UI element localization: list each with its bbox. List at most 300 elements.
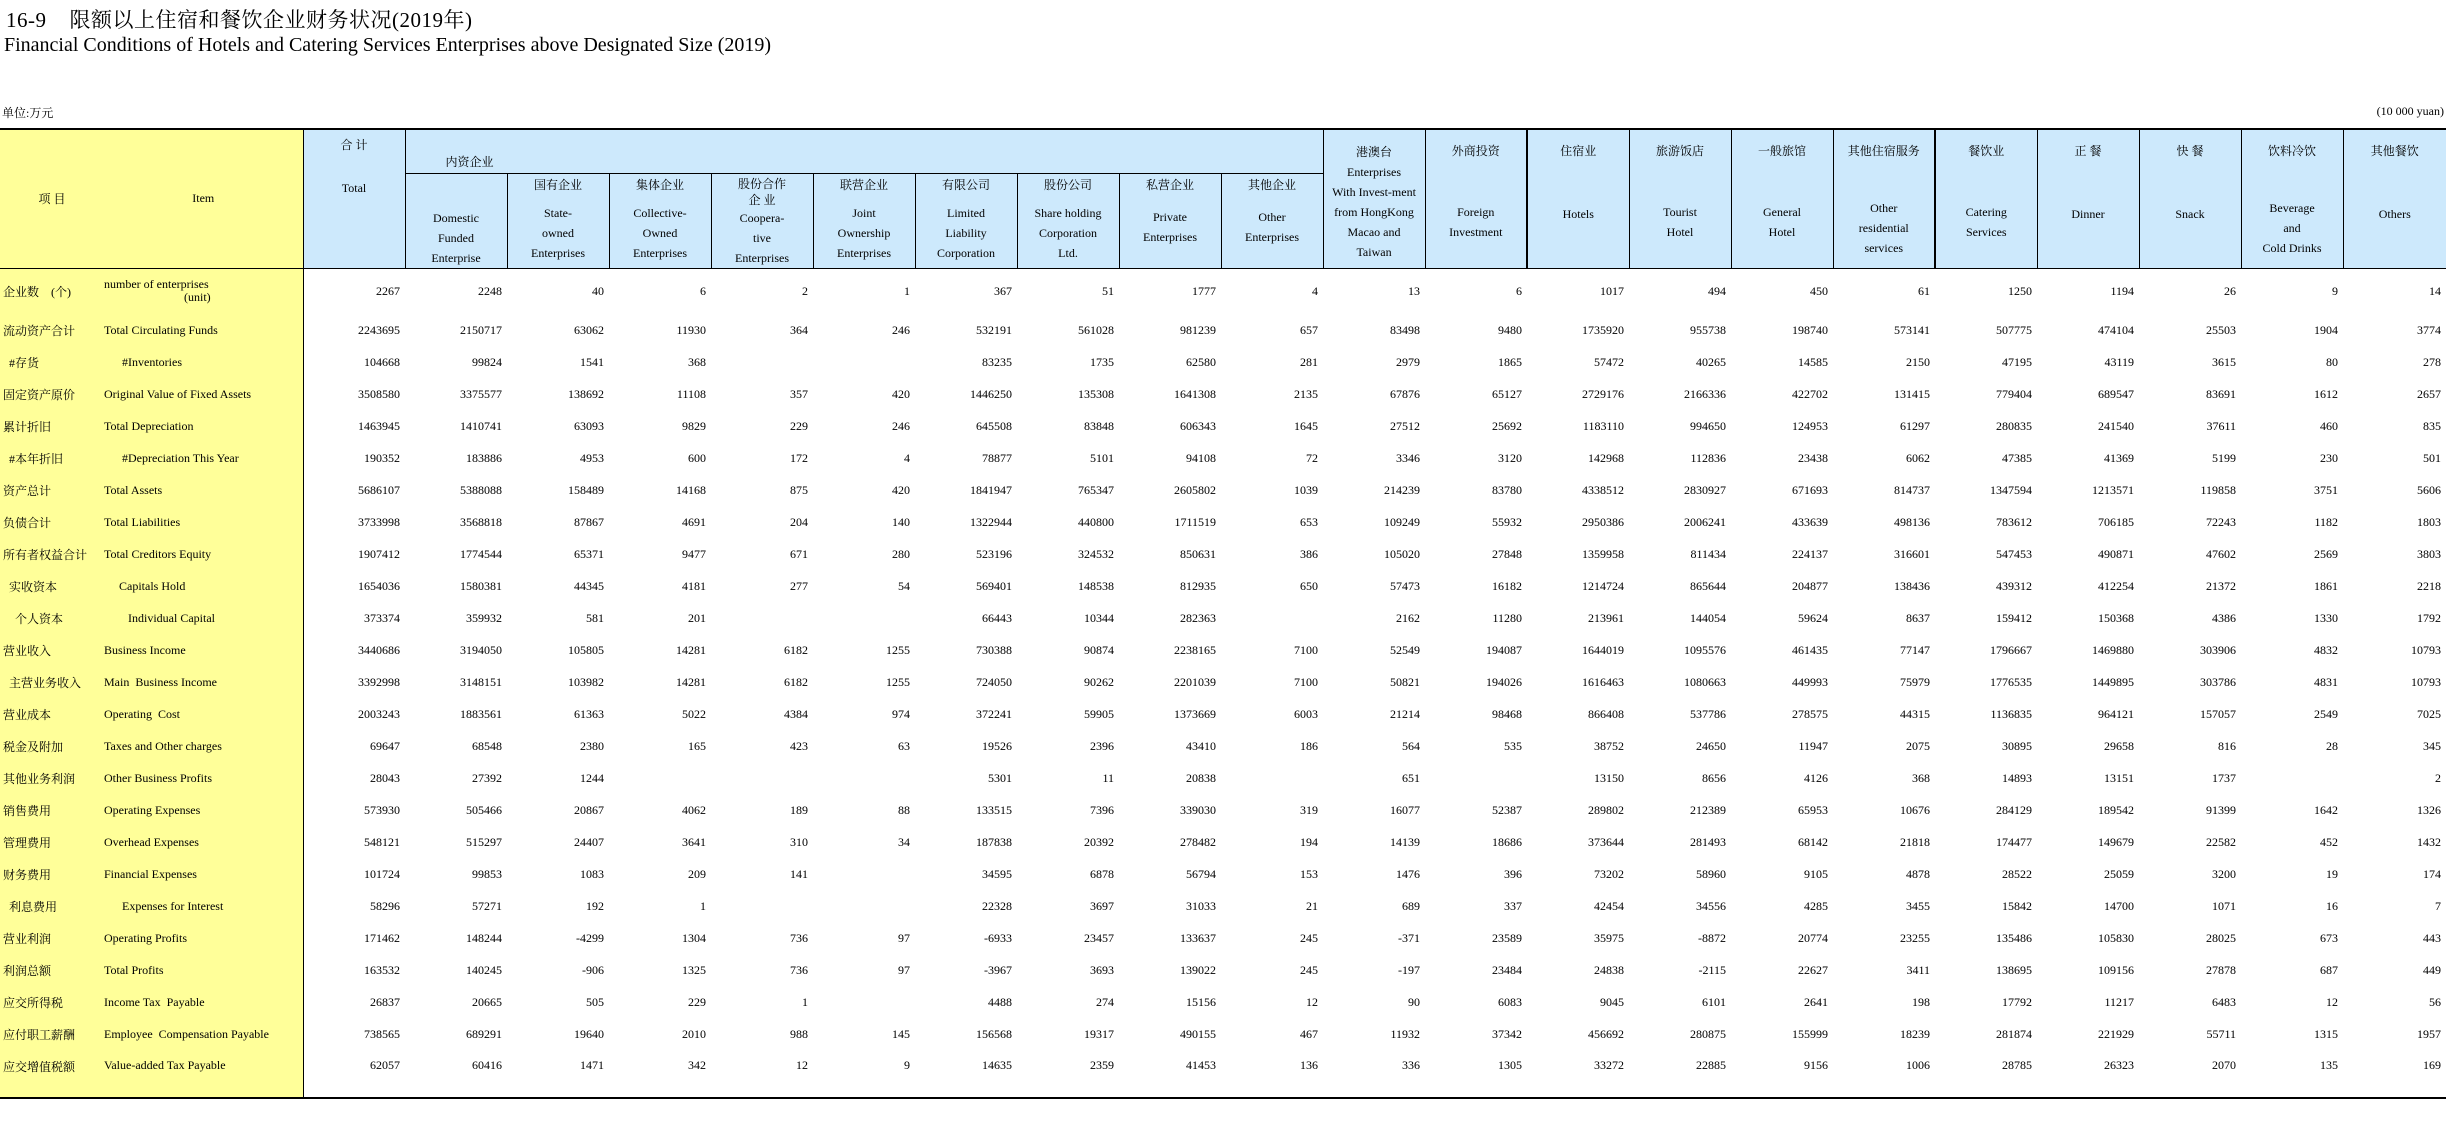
row-label-cn: 管理费用 [0,826,104,858]
table-cell: 26323 [2037,1050,2139,1098]
table-cell: 443 [2423,930,2442,945]
row-label-cn: 个人资本 [0,602,104,634]
table-cell: 3733998 [303,506,405,538]
table-cell: 5606 [2417,482,2442,497]
row-label-en: Total Liabilities [104,506,303,538]
table-cell: 20867 [574,802,604,817]
table-cell: 450 [1810,283,1829,298]
table-cell: 274 [1096,994,1114,1009]
table-cell [1221,762,1323,794]
table-cell: 138695 [1996,962,2033,977]
header-domestic: Domestic Funded Enterprise [405,173,507,268]
table-cell: 2150 [1906,354,1931,369]
table-row [0,314,2446,346]
table-body [0,268,2446,1098]
table-cell: 1373669 [1174,706,1216,721]
table-cell: 11930 [676,322,706,337]
row-label-cn: 应交所得税 [0,986,104,1018]
table-cell: 278 [2423,354,2442,369]
table-cell: 673 [2320,930,2339,945]
table-cell: 6483 [2212,994,2237,1009]
table-cell: 21818 [1900,834,1931,849]
header-limited: 有限公司 Limited Liability Corporation [915,173,1017,268]
table-cell: 303906 [2200,642,2237,657]
table-cell: -3967 [984,962,1012,977]
table-cell: 246 [892,322,910,337]
table-cell: 955738 [1690,322,1727,337]
table-cell: 56 [2429,994,2442,1009]
table-cell: 25503 [2206,322,2237,337]
table-cell: 1194 [2110,283,2135,298]
table-cell: 9 [813,1050,915,1098]
row-label-en: #Depreciation This Year [104,442,303,474]
table-cell: 1 [802,994,808,1009]
table-cell: 94108 [1186,450,1216,465]
table-cell: 765347 [1078,482,1114,497]
header-joint: 联营企业 Joint Ownership Enterprises [813,173,915,268]
table-cell: 3693 [1090,962,1114,977]
table-cell: 2549 [2314,706,2339,721]
table-cell: 209 [688,866,706,881]
table-cell: 1359958 [1582,546,1625,561]
table-cell: 449 [2423,962,2442,977]
table-cell: 23484 [1492,962,1523,977]
table-cell: 281874 [1996,1026,2033,1041]
table-cell: 1616463 [1582,674,1625,689]
table-cell: 6003 [1294,706,1319,721]
table-cell: 14 [2429,283,2442,298]
table-title-en: Financial Conditions of Hotels and Catering Services Enterprises above Designated Size (2019) [4,34,772,56]
table-cell: 2010 [682,1026,706,1041]
table-cell: 13150 [1594,770,1625,785]
table-cell: 645508 [976,418,1012,433]
table-cell: 2 [802,283,808,298]
table-cell: 55932 [1492,514,1523,529]
table-cell: 783612 [1996,514,2033,529]
table-cell: 186 [1300,738,1319,753]
table-cell: 245 [1300,930,1319,945]
table-cell: 23589 [1492,930,1523,945]
table-cell: 190352 [303,442,405,474]
row-label-cn: 应付职工薪酬 [0,1018,104,1050]
table-cell [1425,762,1527,794]
table-cell: 189542 [2098,802,2135,817]
row-label-cn: 营业收入 [0,634,104,666]
table-cell: 28 [2326,738,2339,753]
header-foreign: 外商投资 Foreign Investment [1425,129,1527,268]
table-cell: 1792 [2417,610,2442,625]
table-cell: 284129 [1996,802,2033,817]
table-cell: 6878 [1090,866,1114,881]
table-cell: 1803 [2417,514,2442,529]
table-cell: 25692 [1492,418,1523,433]
table-row [0,826,2446,858]
table-cell: 3375577 [460,386,502,401]
table-cell: 280 [892,546,910,561]
table-cell: 651 [1402,770,1421,785]
unit-label-en: (10 000 yuan) [2376,104,2444,118]
row-label-en: Original Value of Fixed Assets [104,378,303,410]
row-label-en: Individual Capital [104,602,303,634]
table-cell: 2979 [1396,354,1421,369]
table-cell: 33272 [1527,1050,1629,1098]
table-cell: 75979 [1900,674,1931,689]
table-cell: 68548 [472,738,502,753]
table-cell: 60416 [405,1050,507,1098]
table-cell: 14635 [915,1050,1017,1098]
table-cell: 19 [2326,866,2339,881]
table-row [0,268,2446,314]
table-cell: 204 [790,514,808,529]
unit-label-cn: 单位:万元 [2,106,54,120]
table-cell: 4181 [682,578,706,593]
table-cell: 964121 [2098,706,2135,721]
table-cell: 140245 [466,962,502,977]
table-cell: 439312 [1996,578,2033,593]
table-cell: 14281 [676,674,706,689]
table-cell: 103982 [568,674,604,689]
table-cell: 24650 [1696,738,1727,753]
table-cell: 27392 [472,770,502,785]
table-cell: 412254 [2098,578,2135,593]
table-cell: 194 [1300,834,1319,849]
table-cell: 811434 [1690,546,1727,561]
table-row [0,474,2446,506]
table-cell: 7100 [1294,642,1319,657]
table-cell: 55711 [2206,1026,2237,1041]
row-label-cn: 其他业务利润 [0,762,104,794]
table-cell: 27848 [1492,546,1523,561]
table-cell: 280835 [1996,418,2033,433]
table-cell: 229 [790,418,808,433]
row-label-cn: 利润总额 [0,954,104,986]
table-cell: 6062 [1906,450,1931,465]
row-label-en: Total Circulating Funds [104,314,303,346]
table-cell: 23457 [1084,930,1114,945]
table-cell: 16 [2326,898,2339,913]
table-cell [813,602,915,634]
table-cell: 422702 [1792,386,1829,401]
table-cell: 12 [711,1050,813,1098]
table-cell: 47602 [2206,546,2237,561]
table-cell: 1410741 [460,418,502,433]
table-cell: 736 [790,962,808,977]
table-cell: 72 [1306,450,1319,465]
table-cell: 20392 [1084,834,1114,849]
table-cell: 452 [2320,834,2339,849]
table-row [0,570,2446,602]
table-cell [609,762,711,794]
table-cell: 4386 [2212,610,2237,625]
table-cell: 1315 [2314,1026,2339,1041]
table-cell: 28522 [2002,866,2033,881]
table-cell: 4338512 [1582,482,1625,497]
table-cell: 12 [2326,994,2339,1009]
table-cell: 310 [790,834,808,849]
table-cell: 61 [1918,283,1931,298]
table-cell: 372241 [976,706,1012,721]
table-cell: 144054 [1690,610,1727,625]
table-cell: 157057 [2200,706,2237,721]
table-cell: 1883561 [460,706,502,721]
table-cell: 2729176 [1582,386,1625,401]
table-cell: 396 [1504,866,1523,881]
table-row [0,1050,2446,1098]
table-cell [2241,762,2343,794]
table-cell: 1017 [1600,283,1625,298]
table-cell: 278575 [1792,706,1829,721]
table-cell: 14893 [2002,770,2033,785]
table-cell: 724050 [976,674,1012,689]
row-label-cn: 主营业务收入 [0,666,104,698]
header-dinner: 正 餐 Dinner [2037,129,2139,268]
table-cell: 204877 [1792,578,1829,593]
table-cell: 19317 [1084,1026,1114,1041]
table-cell: 63062 [574,322,604,337]
table-row [0,986,2446,1018]
table-cell: 135 [2241,1050,2343,1098]
table-cell: 671 [790,546,808,561]
table-cell: 7025 [2417,706,2442,721]
table-row [0,634,2446,666]
table-cell: 3392998 [303,666,405,698]
table-cell: 5301 [988,770,1012,785]
table-cell: 3455 [1906,898,1931,913]
table-cell: 316601 [1894,546,1931,561]
table-row [0,666,2446,698]
table-cell: 131415 [1894,386,1931,401]
table-cell: 10344 [1084,610,1114,625]
table-cell: 172 [790,450,808,465]
table-cell: 1641308 [1174,386,1216,401]
table-cell: 3508580 [303,378,405,410]
table-cell: 65953 [1798,802,1829,817]
header-general-hotel: 一般旅馆 General Hotel [1731,129,1833,268]
table-cell: 5101 [1090,450,1114,465]
table-cell: 501 [2423,450,2442,465]
table-row [0,890,2446,922]
table-cell: 88 [898,802,910,817]
table-cell: 456692 [1588,1026,1625,1041]
table-cell: 105020 [1384,546,1421,561]
table-cell: 9829 [682,418,706,433]
table-cell: 21 [1306,898,1319,913]
table-cell: 38752 [1594,738,1625,753]
table-cell: 78877 [982,450,1012,465]
table-cell: 119858 [2200,482,2237,497]
table-cell: 282363 [1180,610,1216,625]
table-cell: 37611 [2206,418,2237,433]
table-cell: 62057 [303,1050,405,1098]
table-cell: 90262 [1084,674,1114,689]
table-cell: 47195 [2002,354,2033,369]
table-cell: 23438 [1798,450,1829,465]
table-cell: 4 [1312,283,1319,298]
table-cell: 5199 [2212,450,2237,465]
table-cell: 1469880 [2092,642,2135,657]
table-cell: 3346 [1396,450,1421,465]
table-cell: 1777 [1192,283,1216,298]
table-cell: 440800 [1078,514,1114,529]
table-header [0,129,2446,268]
table-cell: 1347594 [1990,482,2033,497]
header-shareholding: 股份公司 Share holding Corporation Ltd. [1017,173,1119,268]
row-label-cn: 税金及附加 [0,730,104,762]
table-cell: 359932 [466,610,502,625]
table-cell: 866408 [1588,706,1625,721]
table-cell: 174477 [1996,834,2033,849]
table-cell: 91399 [2206,802,2237,817]
table-cell: 1006 [1833,1050,1935,1098]
row-label-en: #Inventories [104,346,303,378]
table-cell: 1476 [1396,866,1421,881]
table-cell: 974 [892,706,910,721]
table-cell: 27878 [2206,962,2237,977]
table-cell: 420 [892,386,910,401]
table-cell: 8656 [1702,770,1727,785]
table-cell: 61363 [574,706,604,721]
table-cell: 8637 [1906,610,1931,625]
table-cell: 2950386 [1582,514,1625,529]
table-cell: 1865 [1498,354,1523,369]
header-hmt: 港澳台 Enterprises With Invest-ment from HongKong Macao and Taiwan [1323,129,1425,268]
table-cell: 1446250 [970,386,1012,401]
table-cell: 13151 [2104,770,2135,785]
table-cell: 37342 [1492,1026,1523,1041]
table-cell: 7 [2435,898,2442,913]
table-cell: 43410 [1186,738,1216,753]
table-cell: 52387 [1492,802,1523,817]
table-cell: 1541 [580,354,604,369]
table-cell: 1957 [2417,1026,2442,1041]
table-cell: 140 [892,514,910,529]
table-cell: 281493 [1690,834,1727,849]
table-cell: 280875 [1690,1026,1727,1041]
table-cell: 35975 [1594,930,1625,945]
table-cell: 40 [592,283,604,298]
table-cell [711,762,813,794]
table-cell: 104668 [303,346,405,378]
table-cell: 494 [1708,283,1727,298]
table-cell: 183886 [466,450,502,465]
table-cell: 1182 [2314,514,2339,529]
table-cell: 187838 [976,834,1012,849]
table-cell: 4384 [784,706,808,721]
table-cell: 535 [1504,738,1523,753]
table-cell [711,890,813,922]
table-cell: 28025 [2206,930,2237,945]
table-cell: 1861 [2314,578,2339,593]
table-cell: 213961 [1588,610,1625,625]
table-cell: 2 [2435,770,2442,785]
table-cell: 14700 [2104,898,2135,913]
table-cell: -197 [1398,962,1421,977]
table-cell: 547453 [1996,546,2033,561]
table-cell: 4953 [580,450,604,465]
table-row [0,378,2446,410]
table-cell: 373644 [1588,834,1625,849]
table-cell: 1774544 [460,546,502,561]
table-cell: 22627 [1798,962,1829,977]
table-cell: 368 [1912,770,1931,785]
table-cell: 34 [898,834,910,849]
table-cell: 1330 [2314,610,2339,625]
table-cell: 133637 [1180,930,1216,945]
table-cell: 11217 [2104,994,2135,1009]
table-cell: 44315 [1900,706,1931,721]
table-cell: 24407 [574,834,604,849]
table-cell: 72243 [2206,514,2237,529]
table-cell: 14281 [676,642,706,657]
row-label-en: Other Business Profits [104,762,303,794]
table-cell: 11108 [676,386,706,401]
table-cell: 9105 [1804,866,1829,881]
table-cell: 201 [688,610,706,625]
table-cell: 139022 [1180,962,1216,977]
table-cell: 3148151 [460,674,502,689]
table-cell: 6182 [784,642,808,657]
table-row [0,762,2446,794]
row-label-en: Financial Expenses [104,858,303,890]
table-cell: 109249 [1384,514,1421,529]
table-cell: 25059 [2104,866,2135,881]
row-label-en: Overhead Expenses [104,826,303,858]
table-cell: 20838 [1186,770,1216,785]
table-cell: 198 [1912,994,1931,1009]
table-cell: 6083 [1498,994,1523,1009]
header-other-enterprises: 其他企业 Other Enterprises [1221,173,1323,268]
table-cell: 467 [1300,1026,1319,1041]
table-cell: 83498 [1390,322,1421,337]
table-cell: 3697 [1090,898,1114,913]
table-cell: 22582 [2206,834,2237,849]
header-snack: 快 餐 Snack [2139,129,2241,268]
table-row [0,858,2446,890]
table-cell: 420 [892,482,910,497]
table-cell: 4062 [682,802,706,817]
table-cell: 689547 [2098,386,2135,401]
table-cell: 3440686 [303,634,405,666]
table-cell: 1449895 [2092,674,2135,689]
table-cell: 171462 [303,922,405,954]
table-cell: 28043 [303,762,405,794]
table-cell: 135308 [1078,386,1114,401]
row-label-cn: 负债合计 [0,506,104,538]
table-cell: 145 [892,1026,910,1041]
table-cell: 63 [898,738,910,753]
table-cell: 15156 [1186,994,1216,1009]
table-cell: 1735920 [1582,322,1625,337]
table-cell: 135486 [1996,930,2033,945]
table-cell: 155999 [1792,1026,1829,1041]
table-cell: 865644 [1690,578,1727,593]
table-cell: 138692 [568,386,604,401]
table-cell: -6933 [984,930,1012,945]
financial-table [0,128,2446,1099]
header-total: 合 计 Total [303,129,405,268]
table-cell: 1841947 [970,482,1012,497]
table-cell: 653 [1300,514,1319,529]
header-other-catering: 其他餐饮 Others [2343,129,2446,268]
table-cell: 490155 [1180,1026,1216,1041]
table-cell: 27512 [1390,418,1421,433]
table-row [0,698,2446,730]
table-row [0,506,2446,538]
row-label-en [104,268,303,314]
table-cell [711,602,813,634]
table-cell: 47385 [2002,450,2033,465]
row-label-cn: 资产总计 [0,474,104,506]
